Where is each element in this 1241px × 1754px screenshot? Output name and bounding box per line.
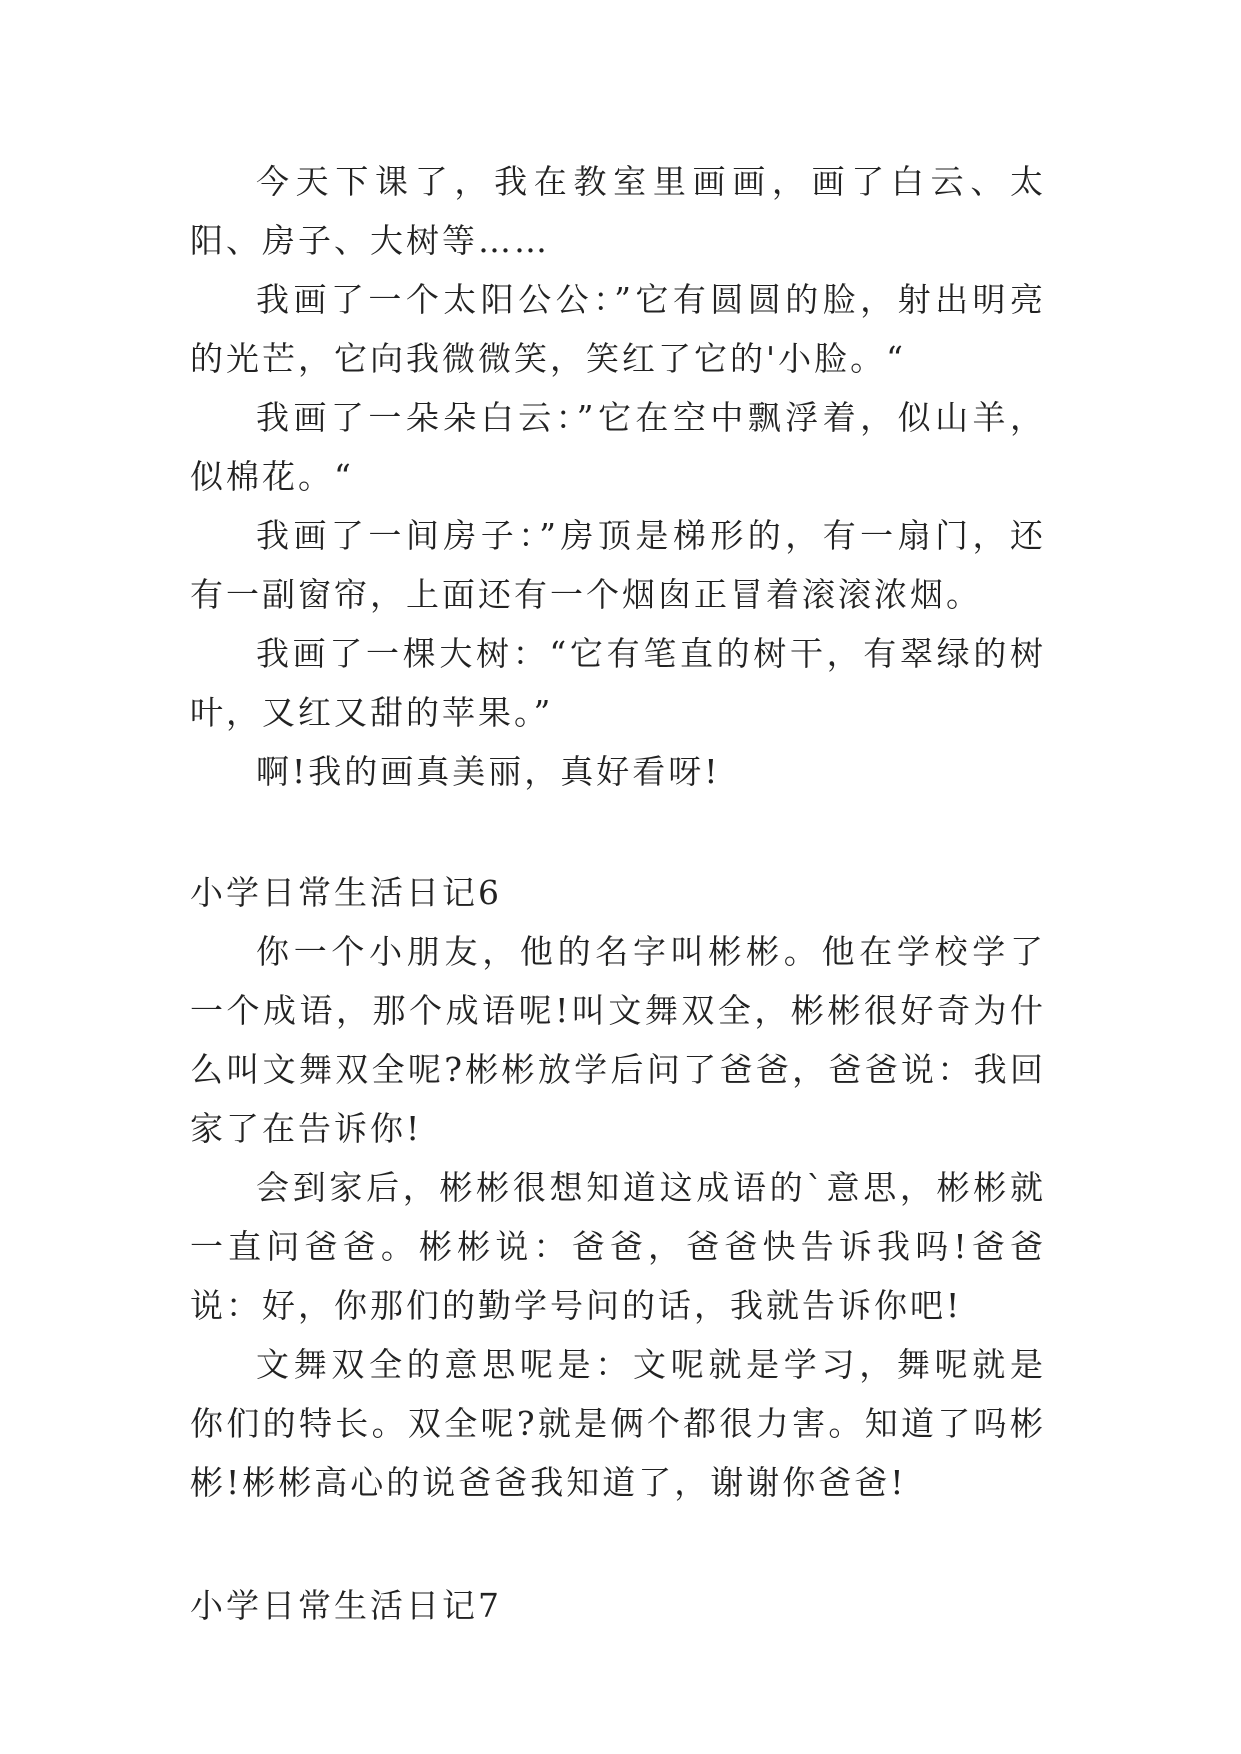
paragraph: 你一个小朋友，他的名字叫彬彬。他在学校学了一个成语，那个成语呢!叫文舞双全，彬彬很好奇为什么叫文舞双全呢?彬彬放学后问了爸爸，爸爸说：我回家了在告诉你! [190,932,1046,1148]
section-spacer [190,801,1046,863]
paragraph: 啊!我的画真美丽，真好看呀! [256,752,721,791]
paragraph: 今天下课了，我在教室里画画，画了白云、太阳、房子、大树等…… [190,162,1046,260]
section-heading: 小学日常生活日记6 [190,873,502,912]
section-spacer [190,1512,1046,1576]
paragraph: 我画了一棵大树：“它有笔直的树干，有翠绿的树叶，又红又甜的苹果。” [190,634,1046,732]
paragraph: 文舞双全的意思呢是：文呢就是学习，舞呢就是你们的特长。双全呢?就是俩个都很力害。知道了吗彬彬!彬彬高心的说爸爸我知道了，谢谢你爸爸! [190,1345,1046,1502]
paragraph: 会到家后，彬彬很想知道这成语的`意思，彬彬就一直问爸爸。彬彬说：爸爸，爸爸快告诉我吗!爸爸说：好，你那们的勤学号问的话，我就告诉你吧! [190,1168,1046,1325]
paragraph: 我画了一个太阳公公：”它有圆圆的脸，射出明亮的光芒，它向我微微笑，笑红了它的'小脸。“ [190,280,1046,378]
section-heading: 小学日常生活日记7 [190,1586,502,1625]
paragraph: 我画了一间房子：”房顶是梯形的，有一扇门，还有一副窗帘，上面还有一个烟囱正冒着滚滚浓烟。 [190,516,1046,614]
paragraph: 我画了一朵朵白云：”它在空中飘浮着，似山羊，似棉花。“ [190,398,1046,496]
document-body [190,152,1046,1635]
